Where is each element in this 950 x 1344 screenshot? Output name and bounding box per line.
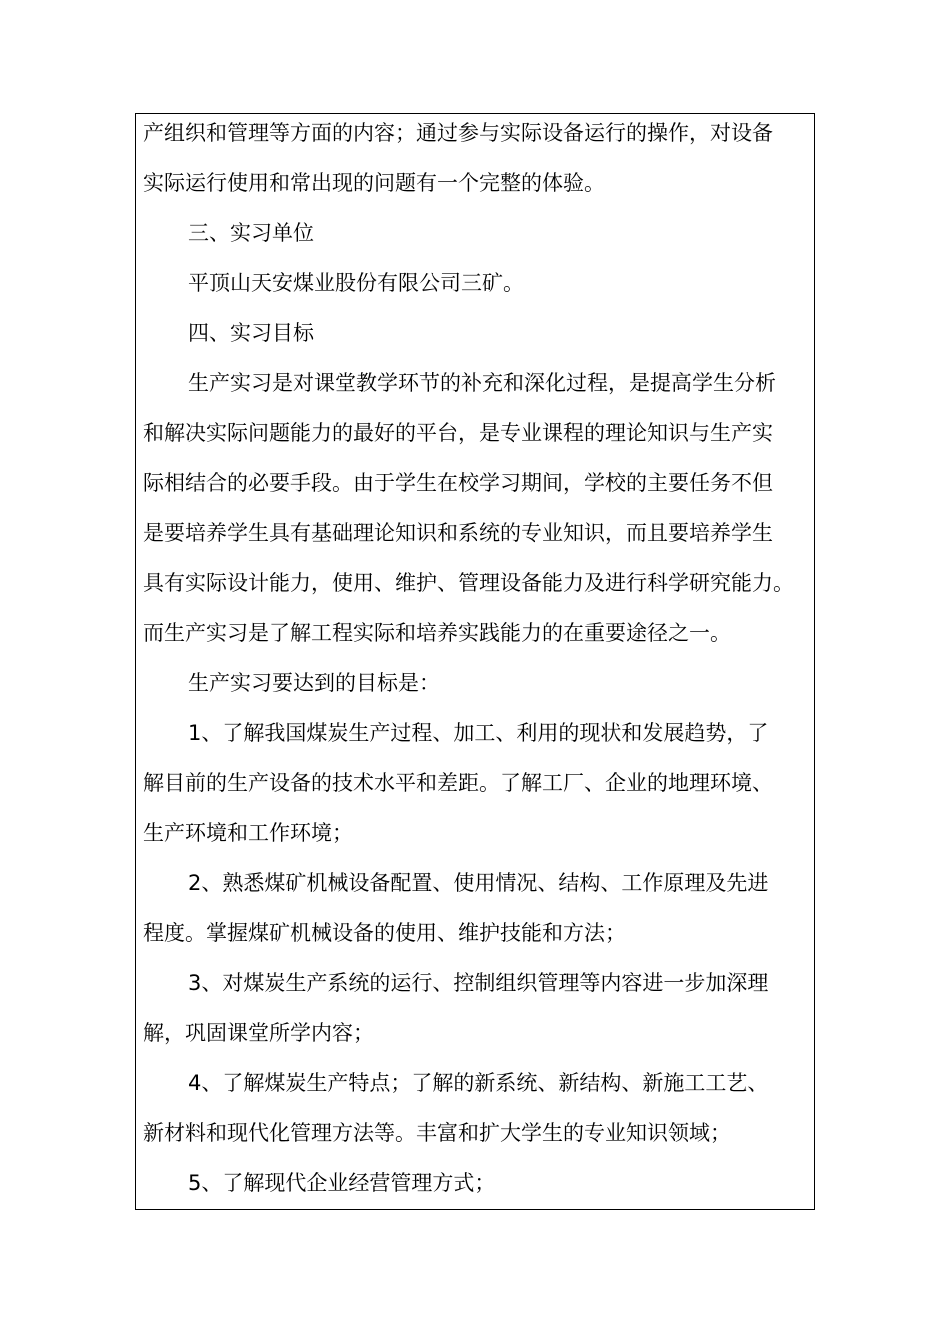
text-line: 生产实习是对课堂教学环节的补充和深化过程，是提高学生分析 — [188, 371, 776, 395]
text-line: 际相结合的必要手段。由于学生在校学习期间，学校的主要任务不但 — [143, 471, 773, 495]
list-item: 1、了解我国煤炭生产过程、加工、利用的现状和发展趋势，了 — [188, 721, 769, 745]
text-line: 实际运行使用和常出现的问题有一个完整的体验。 — [143, 171, 605, 195]
list-item: 5、了解现代企业经营管理方式； — [188, 1171, 496, 1195]
list-item: 3、对煤炭生产系统的运行、控制组织管理等内容进一步加深理 — [188, 971, 769, 995]
list-item: 4、了解煤炭生产特点；了解的新系统、新结构、新施工工艺、 — [188, 1071, 769, 1095]
text-line: 生产实习要达到的目标是： — [188, 671, 440, 695]
text-line: 具有实际设计能力，使用、维护、管理设备能力及进行科学研究能力。 — [143, 571, 794, 595]
text-line: 平顶山天安煤业股份有限公司三矿。 — [188, 271, 524, 295]
text-line: 生产环境和工作环境； — [143, 821, 353, 845]
text-line: 程度。掌握煤矿机械设备的使用、维护技能和方法； — [143, 921, 626, 945]
text-line: 解目前的生产设备的技术水平和差距。了解工厂、企业的地理环境、 — [143, 771, 773, 795]
text-line: 解，巩固课堂所学内容； — [143, 1021, 374, 1045]
text-line: 而生产实习是了解工程实际和培养实践能力的在重要途径之一。 — [143, 621, 731, 645]
text-line: 是要培养学生具有基础理论知识和系统的专业知识，而且要培养学生 — [143, 521, 773, 545]
text-line: 新材料和现代化管理方法等。丰富和扩大学生的专业知识领域； — [143, 1121, 731, 1145]
section-heading: 四、实习目标 — [188, 321, 314, 345]
text-line: 产组织和管理等方面的内容；通过参与实际设备运行的操作，对设备 — [143, 121, 773, 145]
list-item: 2、熟悉煤矿机械设备配置、使用情况、结构、工作原理及先进 — [188, 871, 769, 895]
section-heading: 三、实习单位 — [188, 221, 314, 245]
text-line: 和解决实际问题能力的最好的平台，是专业课程的理论知识与生产实 — [143, 421, 773, 445]
